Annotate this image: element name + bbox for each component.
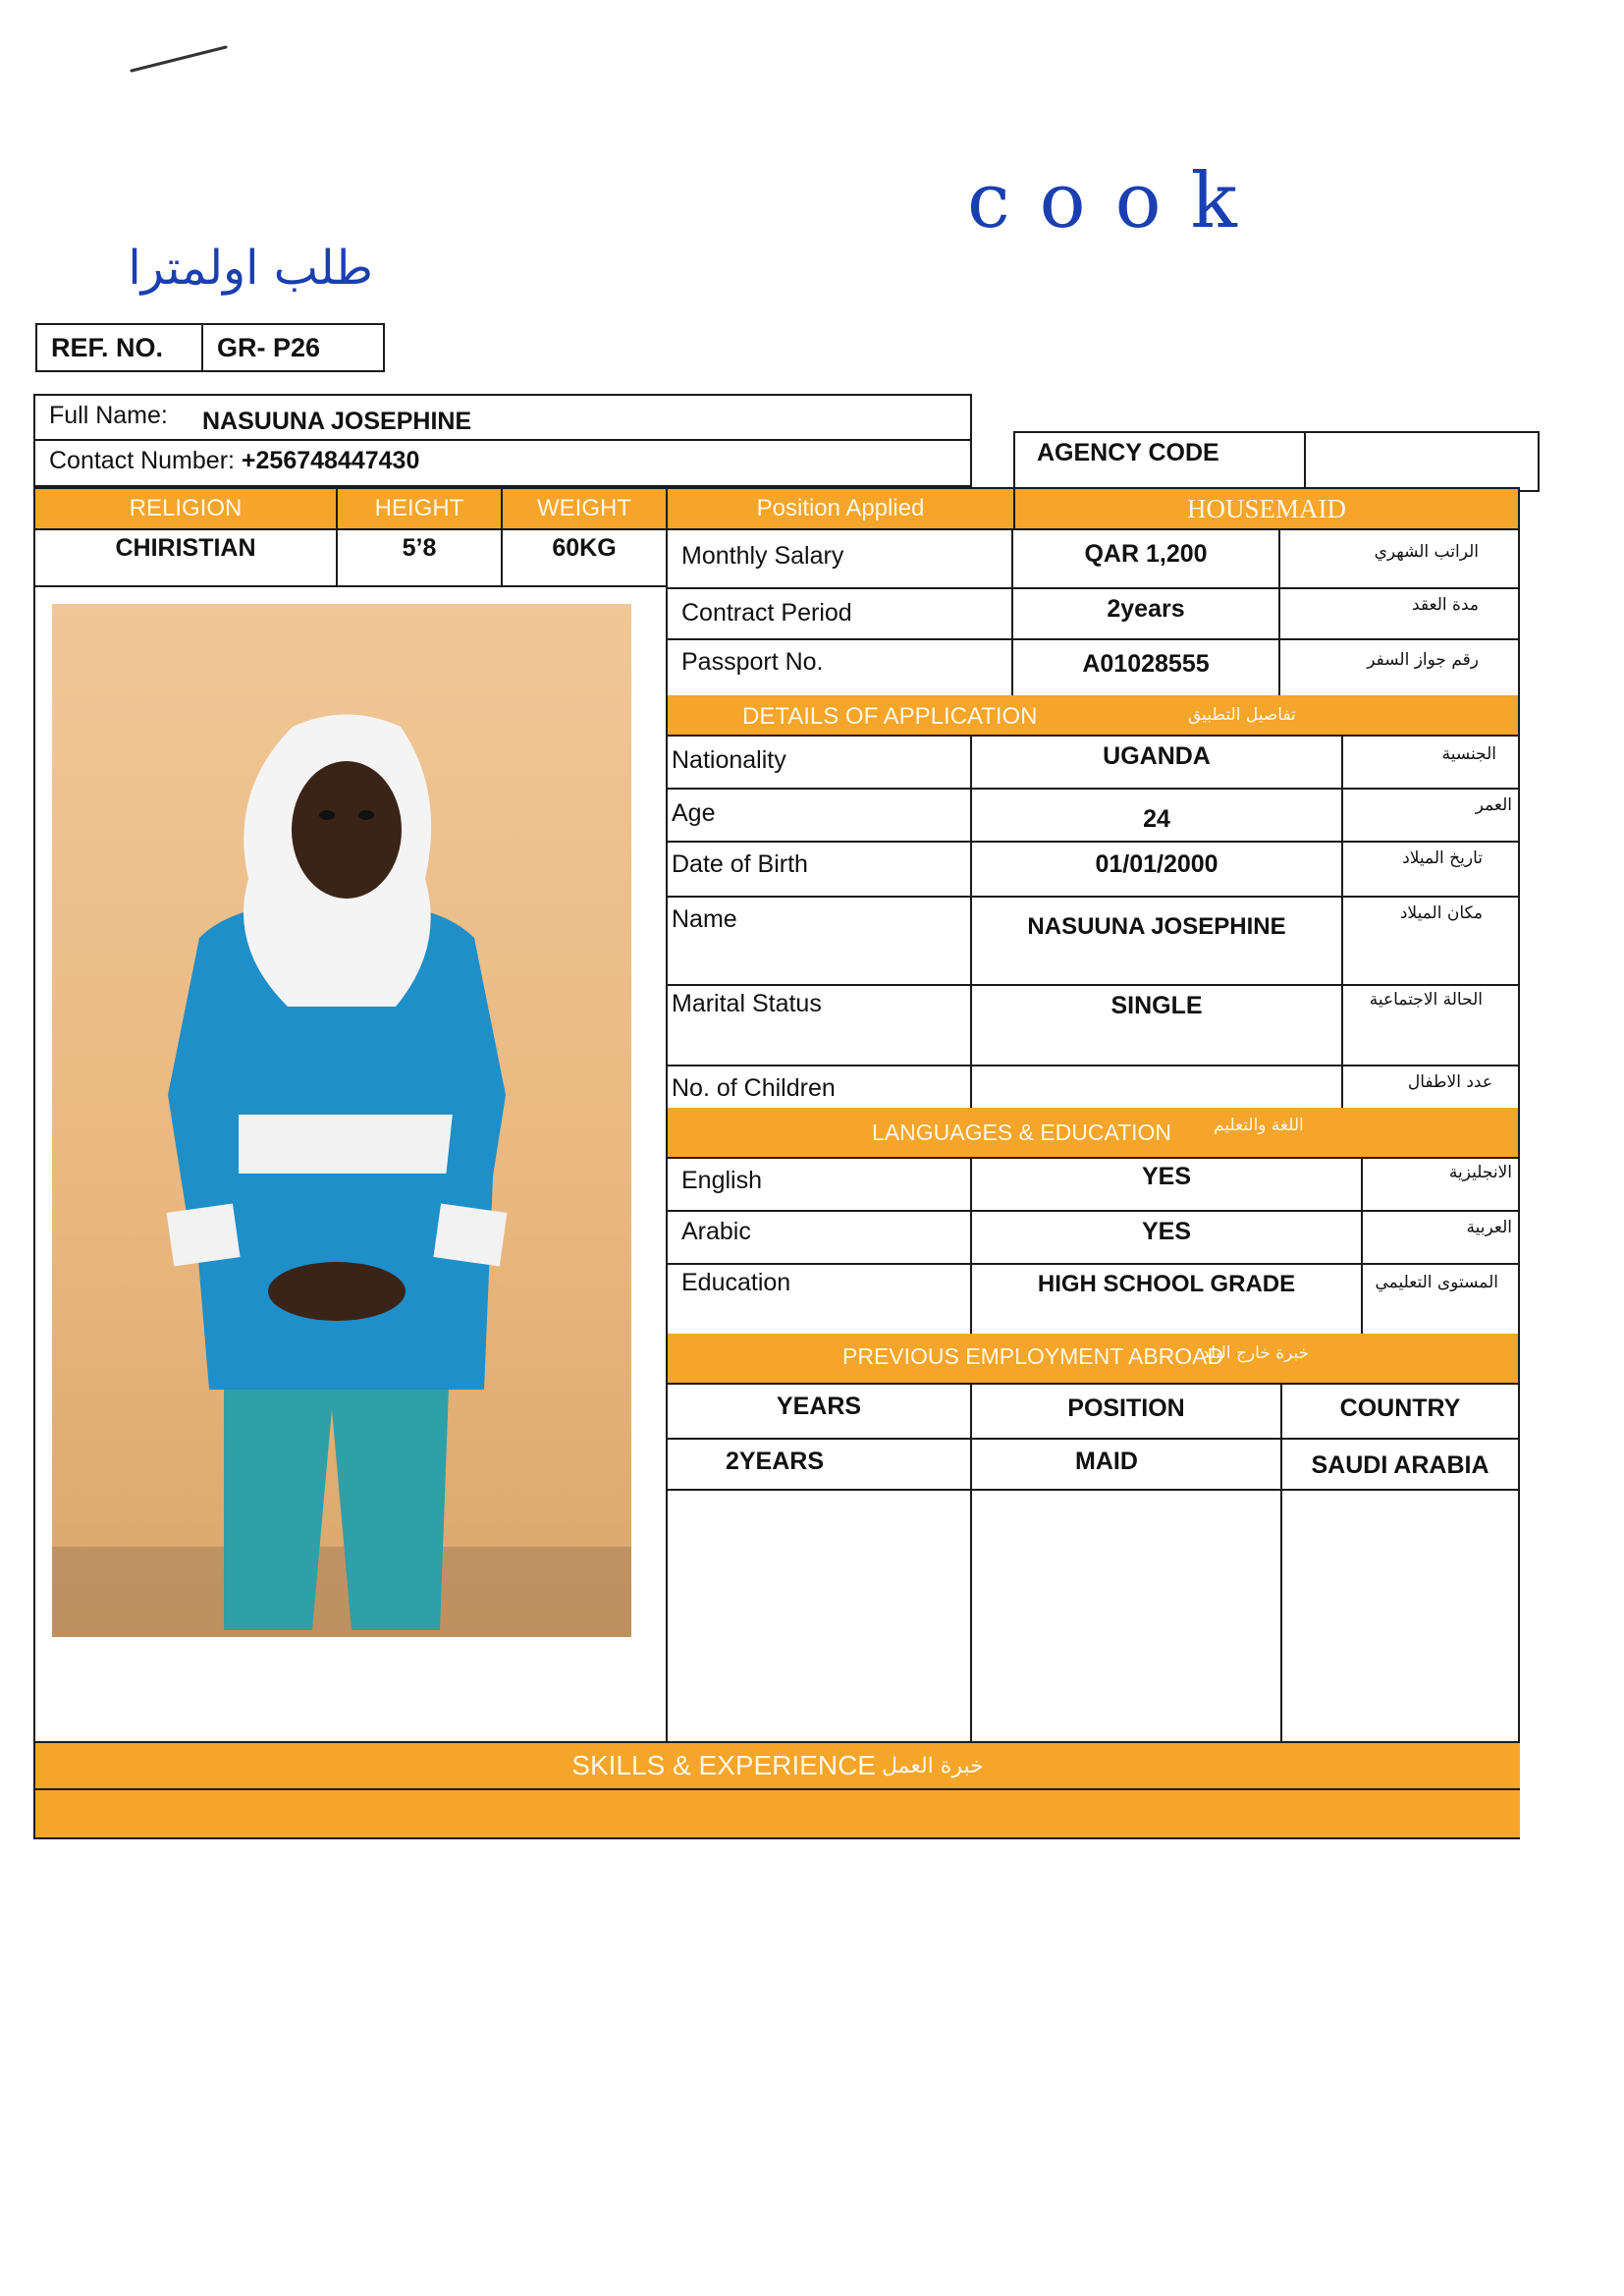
employment-years-value: 2YEARS: [668, 1440, 972, 1489]
marital-status-value: SINGLE: [972, 986, 1343, 1065]
position-rows: [668, 530, 1518, 697]
contract-period-value: 2years: [1013, 589, 1280, 638]
details-header-label: DETAILS OF APPLICATION: [742, 703, 1038, 730]
age-value: 24: [972, 790, 1343, 841]
contact-number-row: [49, 447, 419, 475]
agency-code-box: [1013, 431, 1540, 492]
dob-label: Date of Birth: [668, 843, 972, 896]
children-label: No. of Children: [668, 1066, 972, 1116]
employment-country-value: SAUDI ARABIA: [1311, 1451, 1489, 1479]
monthly-salary-label: Monthly Salary: [668, 530, 1013, 587]
employment-columns-row: [668, 1385, 1518, 1440]
monthly-salary-arabic: الراتب الشهري: [1374, 542, 1479, 562]
agency-code-label: AGENCY CODE: [1015, 433, 1306, 490]
arabic-row: [668, 1212, 1518, 1265]
name-row: [668, 898, 1518, 986]
handwritten-note-cook: cook: [967, 157, 1267, 246]
arabic-value: YES: [972, 1212, 1363, 1263]
nationality-arabic: الجنسية: [1441, 744, 1496, 764]
physical-values-row: [35, 530, 666, 587]
contract-period-arabic: مدة العقد: [1412, 595, 1479, 615]
education-arabic: المستوى التعليمي: [1375, 1273, 1498, 1292]
languages-header: [668, 1108, 1518, 1159]
contract-period-label: Contract Period: [668, 589, 1013, 638]
children-arabic: عدد الاطفال: [1407, 1072, 1492, 1092]
height-value: 5’8: [338, 530, 503, 585]
religion-header: RELIGION: [35, 489, 338, 528]
marital-status-arabic: الحالة الاجتماعية: [1369, 990, 1483, 1010]
agency-code-value: [1306, 433, 1538, 490]
education-value: HIGH SCHOOL GRADE: [972, 1265, 1363, 1338]
handwritten-note-arabic: طلب اولمترا: [128, 241, 373, 296]
marital-status-label: Marital Status: [668, 986, 972, 1065]
person-figure: [52, 604, 631, 1637]
weight-value: 60KG: [552, 534, 617, 562]
nationality-row: [668, 737, 1518, 790]
english-arabic: الانجليزية: [1448, 1163, 1512, 1182]
contact-number-value: +256748447430: [241, 447, 420, 474]
arabic-label: Arabic: [668, 1212, 972, 1263]
employment-header: [668, 1334, 1518, 1385]
position-header-row: [668, 489, 1518, 530]
skills-content-band: [35, 1790, 1520, 1837]
weight-header: WEIGHT: [537, 495, 631, 521]
languages-rows: [668, 1159, 1518, 1339]
dob-value: 01/01/2000: [972, 843, 1343, 896]
contract-period-row: [668, 589, 1518, 640]
name-value: NASUUNA JOSEPHINE: [972, 898, 1343, 984]
ref-number-value: GR- P26: [217, 332, 321, 362]
empty-country-cell: [1282, 1491, 1518, 1741]
passport-arabic: رقم جواز السفر: [1367, 650, 1479, 670]
contact-number-label: Contact Number:: [49, 447, 235, 474]
applicant-contact-box: [33, 394, 972, 487]
physical-header-row: [35, 489, 666, 530]
years-column-header: YEARS: [668, 1385, 972, 1438]
country-column-header: COUNTRY: [1339, 1394, 1461, 1422]
position-applied-value: HOUSEMAID: [1187, 493, 1346, 523]
education-label: Education: [668, 1265, 972, 1338]
religion-value: CHIRISTIAN: [35, 530, 338, 585]
height-header: HEIGHT: [338, 489, 503, 528]
monthly-salary-value: QAR 1,200: [1013, 530, 1280, 587]
employment-header-arabic: خبرة خارج البلد: [1202, 1343, 1310, 1363]
employment-position-value: MAID: [972, 1440, 1282, 1489]
languages-header-label: LANGUAGES & EDUCATION: [872, 1120, 1172, 1145]
skills-header: [35, 1741, 1520, 1790]
employment-header-label: PREVIOUS EMPLOYMENT ABROAD: [842, 1343, 1224, 1369]
dob-row: [668, 843, 1518, 898]
english-label: English: [668, 1159, 972, 1210]
passport-row: [668, 640, 1518, 697]
details-header: [668, 695, 1518, 737]
marital-status-row: [668, 986, 1518, 1066]
education-row: [668, 1265, 1518, 1339]
pen-stroke-mark: [128, 39, 236, 79]
ref-number-box: [35, 323, 385, 372]
english-row: [668, 1159, 1518, 1212]
passport-value: A01028555: [1013, 640, 1280, 695]
name-arabic: مكان الميلاد: [1399, 903, 1483, 923]
nationality-value: UGANDA: [972, 737, 1343, 788]
empty-years-cell: [668, 1491, 972, 1741]
skills-header-arabic: خبرة العمل: [881, 1753, 984, 1778]
full-name-value: NASUUNA JOSEPHINE: [202, 408, 472, 435]
details-rows: [668, 737, 1518, 1118]
skills-header-label: SKILLS & EXPERIENCE: [571, 1750, 876, 1780]
empty-position-cell: [972, 1491, 1282, 1741]
applicant-photo: [52, 604, 631, 1637]
full-name-row: [35, 396, 970, 441]
monthly-salary-row: [668, 530, 1518, 589]
passport-label: Passport No.: [668, 640, 1013, 695]
ref-number-label: REF. NO.: [37, 325, 203, 370]
position-column-header: POSITION: [972, 1385, 1282, 1438]
age-row: [668, 790, 1518, 843]
employment-row: [668, 1440, 1518, 1491]
languages-header-arabic: اللغة والتعليم: [1214, 1116, 1304, 1135]
english-value: YES: [972, 1159, 1363, 1210]
nationality-label: Nationality: [668, 737, 972, 788]
full-name-label: Full Name:: [49, 402, 168, 429]
name-label: Name: [668, 898, 972, 984]
position-applied-header: Position Applied: [668, 489, 1015, 528]
employment-empty-rows: [668, 1491, 1518, 1741]
age-label: Age: [668, 790, 972, 841]
dob-arabic: تاريخ الميلاد: [1402, 848, 1483, 868]
details-header-arabic: تفاصيل التطبيق: [1188, 705, 1296, 725]
age-arabic: العمر: [1475, 795, 1512, 815]
arabic-arabic: العربية: [1466, 1218, 1512, 1237]
